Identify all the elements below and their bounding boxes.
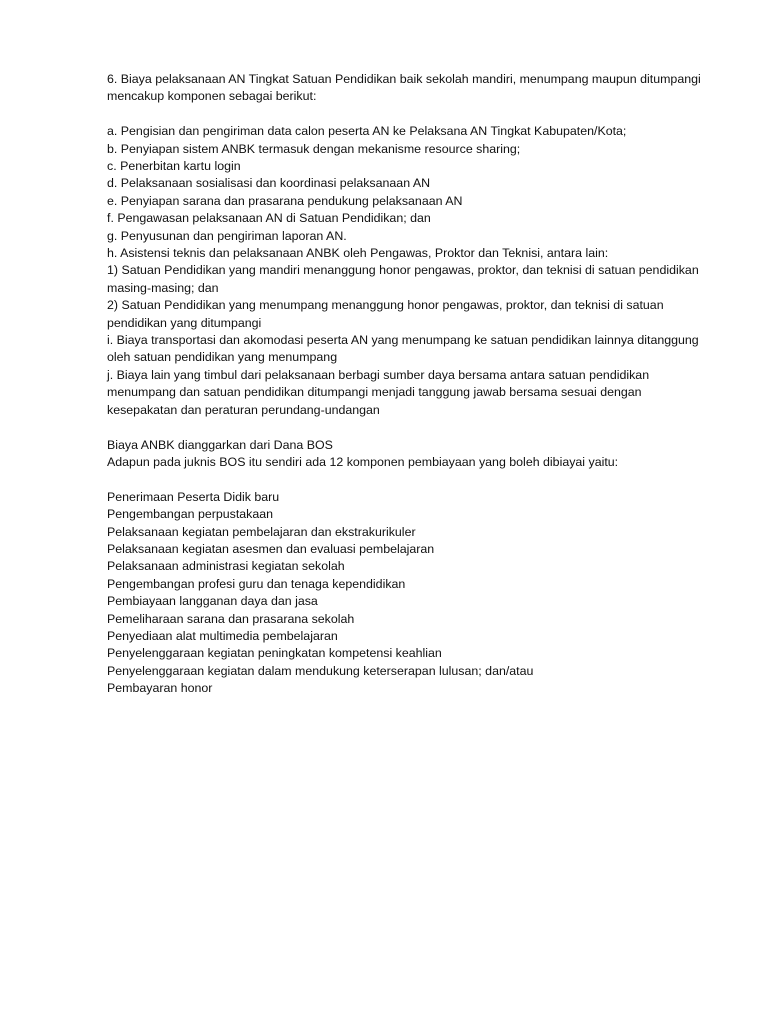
component-item-12: Pembayaran honor bbox=[107, 681, 213, 696]
component-item-5: Pelaksanaan administrasi kegiatan sekolah bbox=[107, 559, 345, 574]
list-item-d: d. Pelaksanaan sosialisasi dan koordinasi pelaksanaan AN bbox=[107, 176, 431, 191]
list-item-h-1: 1) Satuan Pendidikan yang mandiri menanggung honor pengawas, proktor, dan teknisi di satuan pendidikan masing-masing; dan bbox=[107, 263, 699, 295]
component-item-11: Penyelenggaraan kegiatan dalam mendukung keterserapan lulusan; dan/atau bbox=[107, 663, 534, 678]
list-item-i: i. Biaya transportasi dan akomodasi peserta AN yang menumpang ke satuan pendidikan lainnya ditanggung oleh satuan pendidikan yang menumpang bbox=[107, 333, 699, 365]
bos-intro: Adapun pada juknis BOS itu sendiri ada 12 komponen pembiayaan yang boleh dibiayai yaitu: bbox=[107, 454, 619, 469]
spacer bbox=[107, 419, 707, 436]
bos-title: Biaya ANBK dianggarkan dari Dana BOS bbox=[107, 437, 333, 452]
document-page bbox=[107, 71, 707, 698]
component-item-6: Pengembangan profesi guru dan tenaga kependidikan bbox=[107, 576, 406, 591]
list-item-h-2: 2) Satuan Pendidikan yang menumpang menanggung honor pengawas, proktor, dan teknisi di satuan pendidikan yang ditumpangi bbox=[107, 298, 664, 330]
spacer bbox=[107, 106, 707, 123]
component-item-7: Pembiayaan langganan daya dan jasa bbox=[107, 594, 318, 609]
component-item-4: Pelaksanaan kegiatan asesmen dan evaluasi pembelajaran bbox=[107, 541, 435, 556]
spacer bbox=[107, 471, 707, 488]
list-item-j: j. Biaya lain yang timbul dari pelaksanaan berbagi sumber daya bersama antara satuan pendidikan menumpang dan satuan pendidikan ditumpangi menjadi tanggung jawab bersama sesuai dengan kesepakatan dan peraturan perundang-undangan bbox=[107, 367, 650, 417]
component-item-8: Pemeliharaan sarana dan prasarana sekolah bbox=[107, 611, 355, 626]
list-item-g: g. Penyusunan dan pengiriman laporan AN. bbox=[107, 228, 347, 243]
list-item-c: c. Penerbitan kartu login bbox=[107, 159, 241, 174]
component-item-3: Pelaksanaan kegiatan pembelajaran dan ekstrakurikuler bbox=[107, 524, 416, 539]
list-item-h: h. Asistensi teknis dan pelaksanaan ANBK oleh Pengawas, Proktor dan Teknisi, antara lain: bbox=[107, 246, 609, 261]
intro-paragraph: 6. Biaya pelaksanaan AN Tingkat Satuan Pendidikan baik sekolah mandiri, menumpang maupun ditumpangi mencakup komponen sebagai berikut: bbox=[107, 72, 701, 104]
list-item-f: f. Pengawasan pelaksanaan AN di Satuan Pendidikan; dan bbox=[107, 211, 431, 226]
component-item-2: Pengembangan perpustakaan bbox=[107, 507, 274, 522]
list-item-b: b. Penyiapan sistem ANBK termasuk dengan mekanisme resource sharing; bbox=[107, 141, 521, 156]
component-item-10: Penyelenggaraan kegiatan peningkatan kompetensi keahlian bbox=[107, 646, 442, 661]
component-item-9: Penyediaan alat multimedia pembelajaran bbox=[107, 628, 338, 643]
component-item-1: Penerimaan Peserta Didik baru bbox=[107, 489, 280, 504]
list-item-e: e. Penyiapan sarana dan prasarana pendukung pelaksanaan AN bbox=[107, 193, 463, 208]
list-item-a: a. Pengisian dan pengiriman data calon peserta AN ke Pelaksana AN Tingkat Kabupaten/Kota; bbox=[107, 124, 627, 139]
